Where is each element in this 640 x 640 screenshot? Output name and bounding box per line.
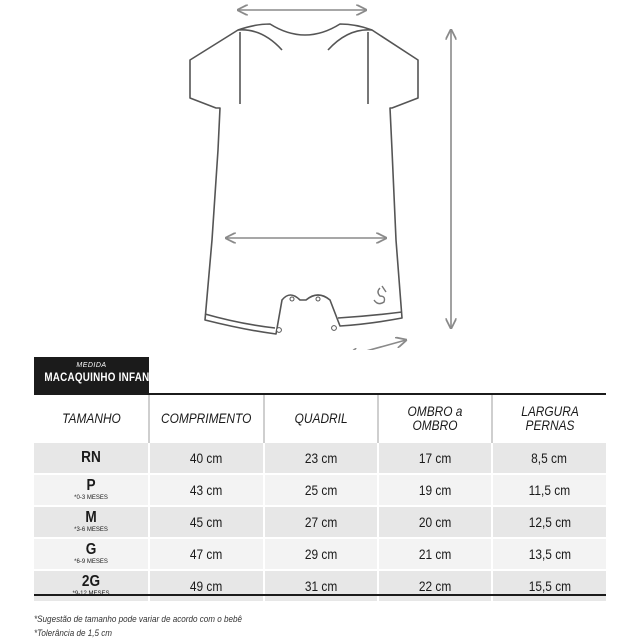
size-cell: M *3-6 MESES (34, 506, 149, 538)
table-bottom-rule (34, 594, 606, 596)
header-quadril: QUADRIL (264, 395, 378, 442)
header-tamanho: TAMANHO (61, 410, 121, 426)
value-cell: 47 cm (149, 538, 264, 570)
value-cell: 40 cm (149, 442, 264, 474)
table-row (34, 538, 606, 570)
header-largura-pernas: LARGURA PERNAS (492, 395, 606, 442)
value-cell: 23 cm (264, 442, 378, 474)
size-cell: P *0-3 MESES (34, 474, 149, 506)
age-note: *0-3 MESES (74, 495, 108, 501)
header-comprimento: COMPRIMENTO (149, 395, 264, 442)
value-cell: 15,5 cm (492, 570, 606, 601)
leg-width-arrow (348, 340, 406, 350)
table-row (34, 506, 606, 538)
value-cell: 11,5 cm (492, 474, 606, 506)
value-cell: 31 cm (264, 570, 378, 601)
footnotes (34, 612, 265, 640)
value-cell: 27 cm (264, 506, 378, 538)
table-title: MACAQUINHO INFANTIL (44, 370, 165, 384)
value-cell: 17 cm (378, 442, 492, 474)
value-cell: 13,5 cm (492, 538, 606, 570)
age-note: *6-9 MESES (74, 559, 108, 565)
table-header-row (34, 395, 606, 442)
table-row (34, 474, 606, 506)
value-cell: 25 cm (264, 474, 378, 506)
header-ombro: OMBRO a OMBRO (378, 395, 492, 442)
value-cell: 29 cm (264, 538, 378, 570)
size-cell: G *6-9 MESES (34, 538, 149, 570)
value-cell: 43 cm (149, 474, 264, 506)
value-cell: 49 cm (149, 570, 264, 601)
age-note: *3-6 MESES (74, 527, 108, 533)
value-cell: 45 cm (149, 506, 264, 538)
size-cell: RN (34, 442, 149, 474)
footnote-size-suggestion: *Sugestão de tamanho pode variar de acordo com o bebê (34, 614, 243, 624)
table-title-block (34, 357, 165, 393)
table-row (34, 570, 606, 601)
value-cell: 12,5 cm (492, 506, 606, 538)
footnote-tolerance: *Tolerância de 1,5 cm (34, 628, 113, 638)
value-cell: 20 cm (378, 506, 492, 538)
value-cell: 19 cm (378, 474, 492, 506)
table-row (34, 442, 606, 474)
snap-left-icon (277, 328, 282, 333)
size-cell: 2G (34, 570, 149, 601)
snap-right-icon (332, 326, 337, 331)
value-cell: 22 cm (378, 570, 492, 601)
size-table (34, 395, 606, 601)
title-small-label: MEDIDA (76, 362, 107, 369)
value-cell: 8,5 cm (492, 442, 606, 474)
value-cell: 21 cm (378, 538, 492, 570)
